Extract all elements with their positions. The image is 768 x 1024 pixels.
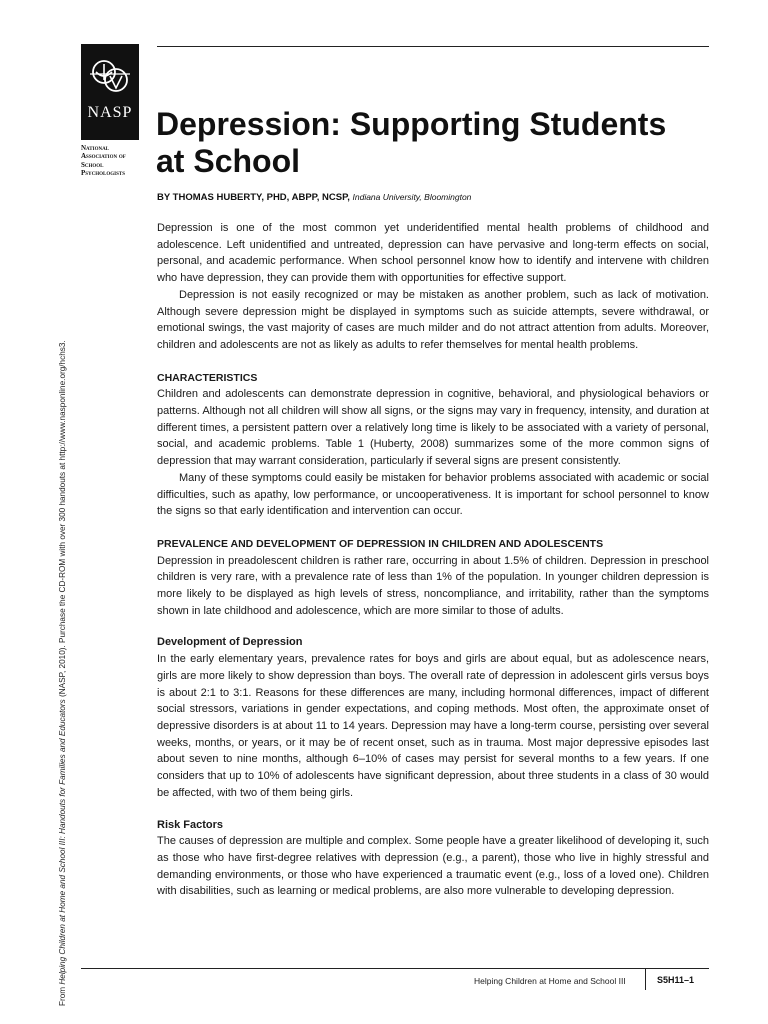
byline (157, 192, 471, 203)
nasp-logo (81, 44, 139, 140)
section-heading: CHARACTERISTICS (157, 371, 258, 384)
spacer (157, 802, 709, 817)
psi-seal-icon (88, 50, 132, 102)
subsection-heading: Development of Depression (157, 636, 303, 649)
paragraph: Children and adolescents can demonstrate depression in cognitive, behavioral, and physiological behaviors or patterns. Although not all children will show all signs, or the signs may vary in frequency, intensity, and duration at different times, a persistent pattern over a relatively long time is likely to be associated with a variety of personal, social, and academic problems. Table 1 (Huberty, 2008) summarizes some of the more common signs of depression that may warrant consideration, particularly if several signs are present consistently. (157, 388, 709, 468)
section-heading: PREVALENCE AND DEVELOPMENT OF DEPRESSION IN CHILDREN AND ADOLESCENTS (157, 537, 604, 550)
paragraph: In the early elementary years, prevalence rates for boys and girls are about equal, but as adolescence nears, girls are more likely to show depression than boys. The overall rate of depression in adolescent girls versus boys is about 2:1 to 3:1. Reasons for these differences are many, including hormonal differences, impact of different social stressors, variations in gender expectations, and coping methods. Most often, the approximate onset of depressive disorders is at about 11 to 14 years. Depression may have a long-term course, persisting over several weeks, months, or years, or it may be of recent onset, such as in trauma. Most major depressive episodes last about seven to nine months, although 6–10% of cases may persist for several months to a few years. If one considers that up to 10% of adolescents have significant depression, about three students in a class of 30 would be affected, with two of them being girls. (157, 653, 709, 799)
footer-separator (645, 968, 646, 990)
title-line: Depression: Supporting Students (156, 106, 667, 142)
affiliation: Indiana University, Bloomington (352, 192, 472, 202)
org-name-line: National (81, 144, 110, 152)
org-name-line: School (81, 160, 104, 169)
title-line: at School (156, 143, 301, 179)
spacer (157, 619, 709, 634)
spacer (157, 354, 709, 370)
paragraph: Depression is not easily recognized or may be mistaken as another problem, such as lack of motivation. Although severe depression might be displayed in symptoms such as suicide attempts, severe withdrawal, or emotional swings, the vast majority of cases are much milder and do not attract attention from adults. Moreover, children and adolescents are not as likely as adults to refer themselves for mental health problems. (157, 288, 709, 351)
citation-suffix: (NASP, 2010). Purchase the CD-ROM with over 300 handouts at http://www.nasponline.org/hchs3. (58, 340, 67, 700)
org-name-line: Association of (81, 152, 126, 161)
bottom-rule (81, 968, 709, 969)
citation-prefix: From (58, 984, 67, 1006)
org-name-line: Psychologists (81, 168, 126, 177)
footer-book-title: Helping Children at Home and School III (474, 976, 626, 986)
sidebar-citation (58, 246, 67, 1006)
citation-book-title: Helping Children at Home and School III: Handouts for Families and Educators (58, 699, 67, 985)
paragraph: The causes of depression are multiple and complex. Some people have a greater likelihood of developing it, such as those who have first-degree relatives with depression (e.g., a parent), those who live in highly stressful and demanding environments, or those who have experienced a traumatic event (e.g., loss of a loved one). Children with disabilities, such as learning or medical problems, are also more vulnerable to developing depression. (157, 835, 709, 898)
page-number: S5H11–1 (657, 975, 695, 985)
paragraph: Depression is one of the most common yet underidentified mental health problems of childhood and adolescence. Left unidentified and untreated, depression can have pervasive and long-term effects on social, personal, and academic performance. When school personnel know how to identify and intervene with children who have depression, they can provide them with opportunities for effective support. (157, 222, 709, 285)
subsection-heading: Risk Factors (157, 818, 224, 831)
spacer (157, 520, 709, 536)
page-title (156, 106, 716, 180)
top-rule (157, 46, 709, 47)
organization-name (81, 144, 153, 177)
author: BY THOMAS HUBERTY, PHD, ABPP, NCSP, (157, 192, 350, 203)
article-body (157, 220, 709, 900)
paragraph: Many of these symptoms could easily be mistaken for behavior problems associated with academic or social difficulties, such as apathy, low performance, or uncooperativeness. It is important for school personnel to know the signs so that early identification and intervention can occur. (157, 471, 709, 518)
logo-text: NASP (87, 104, 133, 121)
paragraph: Depression in preadolescent children is rather rare, occurring in about 1.5% of children. Depression in preschool children is very rare, with a prevalence rate of less than 1% of the population. In younger children depression is more likely to be displayed as high levels of stress, noncompliance, and irritability, rather than the symptoms shown in late childhood and adolescence, which are more similar to those of adults. (157, 554, 709, 617)
